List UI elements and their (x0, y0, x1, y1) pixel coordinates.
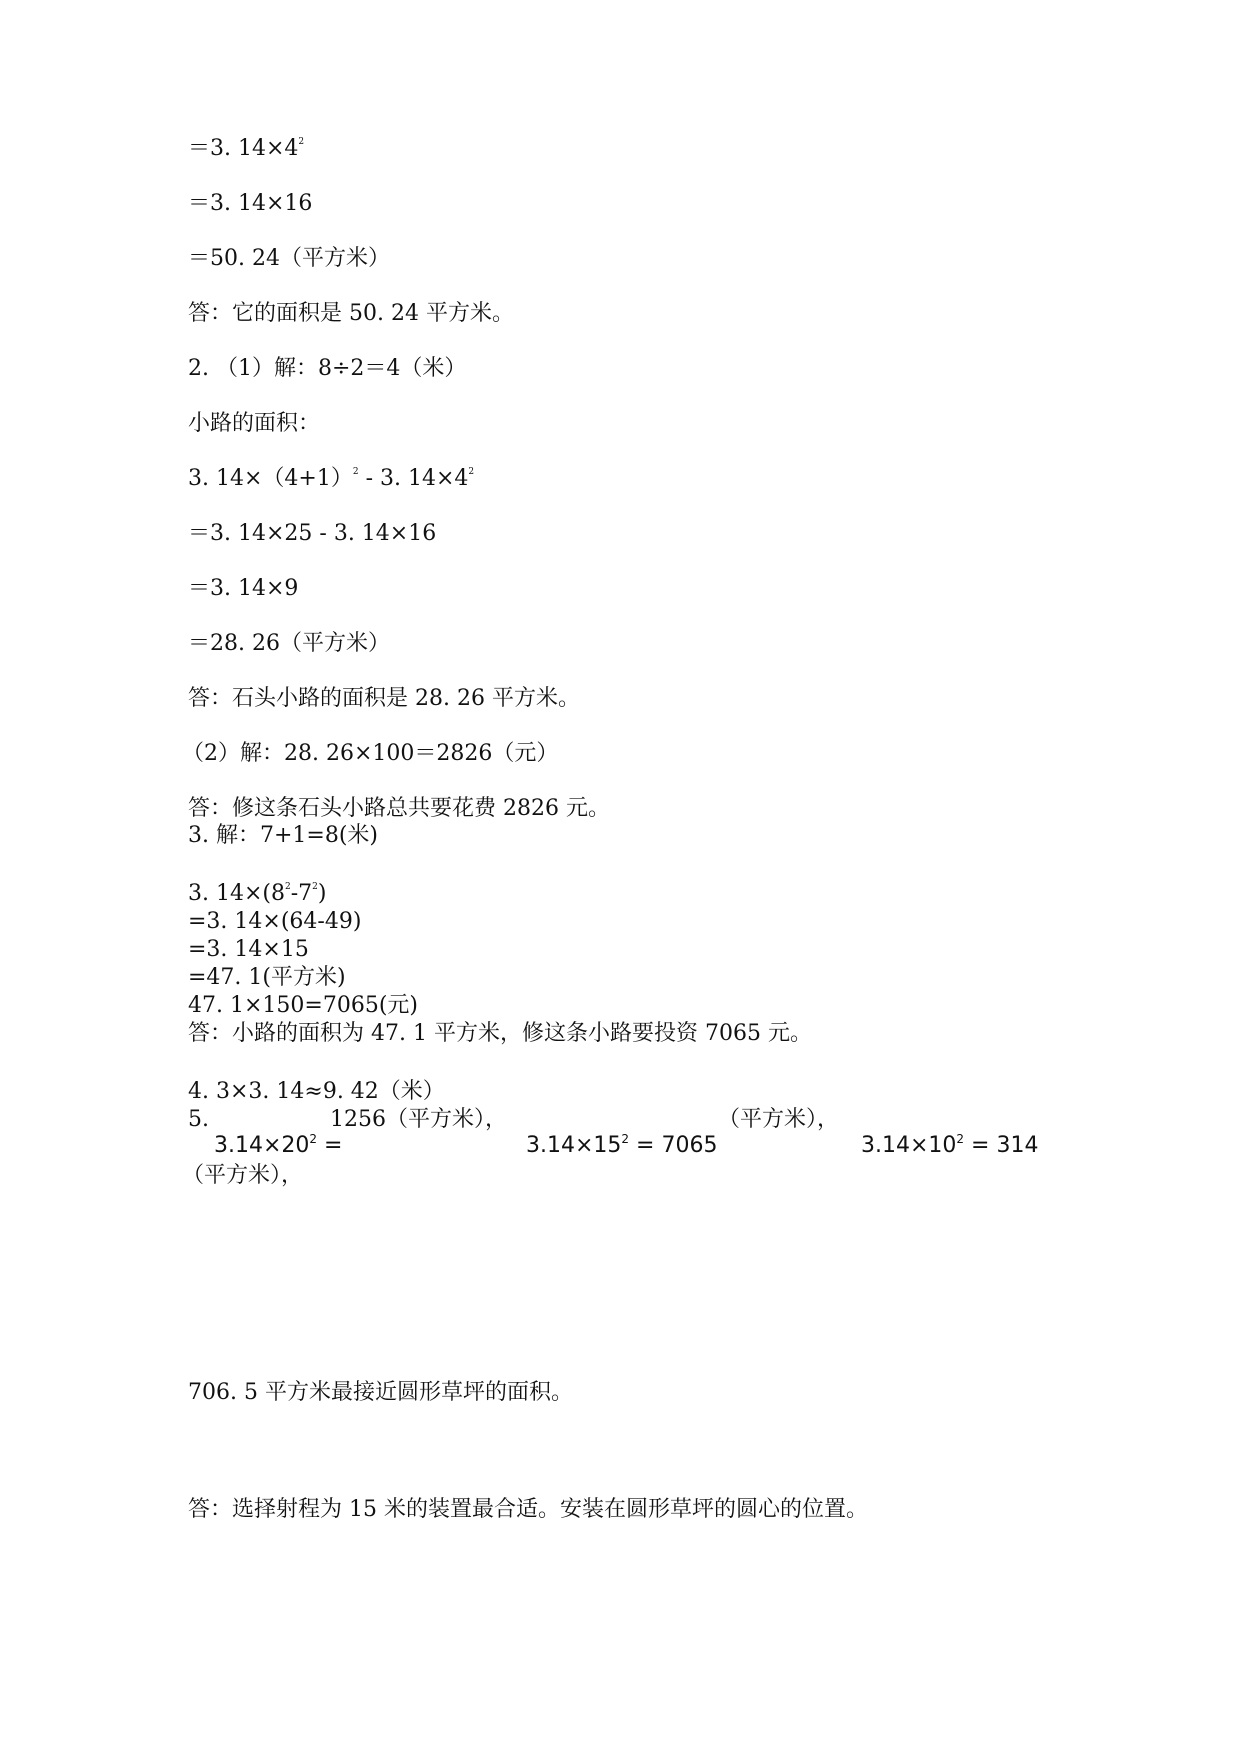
calc-line: 3. $14\times(4+1)^2 - 3$. $14\times 4^2$ (188, 466, 475, 491)
question-5-label: 5. (188, 1107, 209, 1132)
formula-r15: $3.14\times 15^2 = 7065$ (526, 1132, 718, 1158)
calc-line: =3. 14×15 (188, 937, 309, 962)
calc-line: ＝50. 24（平方米） (188, 246, 390, 271)
calc-line: ＝28. 26（平方米） (188, 631, 390, 656)
calc-line: =3. 14×(64-49) (188, 909, 362, 934)
answer-line: 答：修这条石头小路总共要花费 2826 元。 (188, 796, 610, 821)
answer-line: 答：它的面积是 50. 24 平方米。 (188, 301, 514, 326)
question-3-line: 3. 解：7+1=8(米) (188, 823, 379, 848)
answer-line: 答：选择射程为 15 米的装置最合适。安装在圆形草坪的圆心的位置。 (188, 1497, 868, 1522)
formula-r20: $3.14\times 20^2$ = (214, 1132, 343, 1158)
calc-line: ＝3. 14×16 (188, 191, 313, 216)
question-4-line: 4. 3×3. 14≈9. 42（米） (188, 1079, 445, 1104)
answer-line: 答：小路的面积为 47. 1 平方米，修这条小路要投资 7065 元。 (188, 1021, 812, 1046)
calc-line: 3. $14\times(8^2-7^2)$ (188, 881, 327, 906)
formula-r10: $3.14\times 10^2 = 314$ (861, 1132, 1039, 1158)
calc-line: ＝3. 14×9 (188, 576, 299, 601)
area-text-3: （平方米）， (182, 1163, 304, 1188)
calc-line: 小路的面积： (188, 411, 321, 436)
calc-line: ＝3. 14×25 - 3. 14×16 (188, 521, 437, 546)
calc-line: （2）解：28. 26×100＝2826（元） (182, 741, 559, 766)
calc-line: =47. 1(平方米) (188, 965, 346, 990)
calc-line: ＝3. $14\times 4^2$ (188, 136, 305, 161)
area-text-2: （平方米）， (718, 1107, 840, 1132)
answer-line: 答：石头小路的面积是 28. 26 平方米。 (188, 686, 580, 711)
calc-line: 47. 1×150=7065(元) (188, 993, 418, 1018)
conclusion-line: 706. 5 平方米最接近圆形草坪的面积。 (188, 1380, 573, 1405)
question-2-line: 2. （1）解：8÷2＝4（米） (188, 356, 467, 381)
area-text-1: 1256（平方米）， (330, 1107, 507, 1132)
